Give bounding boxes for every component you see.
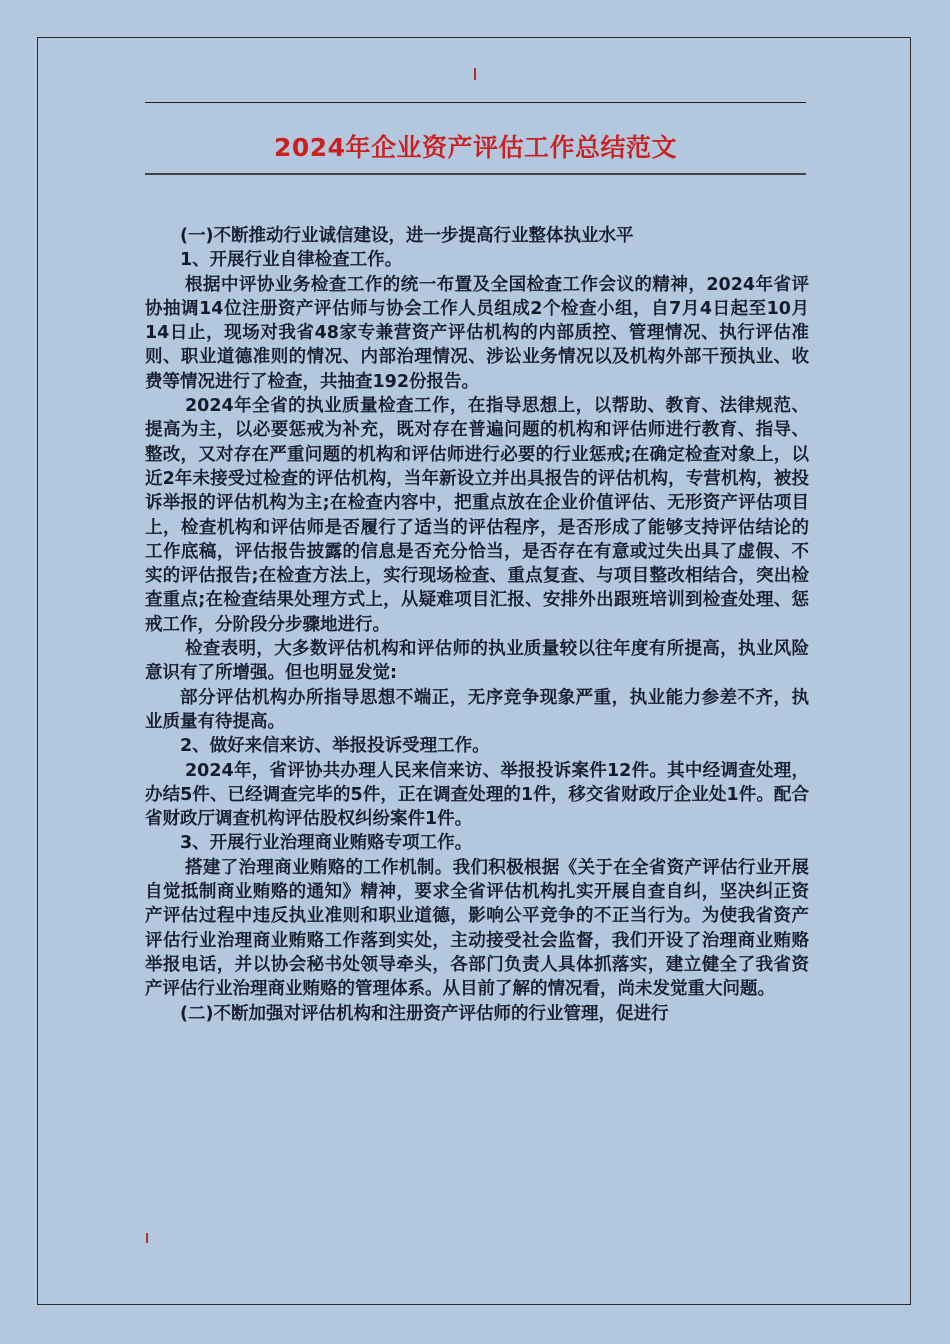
document-body <box>145 224 809 1026</box>
paragraph: 2024年全省的执业质量检查工作，在指导思想上，以帮助、教育、法律规范、提高为主，以必要惩戒为补充，既对存在普遍问题的机构和评估师进行教育、指导、整改，又对存在严重问题的机构和评估师进行必要的行业惩戒;在确定检查对象上，以近2年未接受过检查的评估机构，当年新设立并出具报告的评估机构，专营机构，被投诉举报的评估机构为主;在检查内容中，把重点放在企业价值评估、无形资产评估项目上，检查机构和评估师是否履行了适当的评估程序，是否形成了能够支持评估结论的工作底稿，评估报告披露的信息是否充分恰当，是否存在有意或过失出具了虚假、不实的评估报告;在检查方法上，实行现场检查、重点复查、与项目整改相结合，突出检查重点;在检查结果处理方式上，从疑难项目汇报、安排外出跟班培训到检查处理、惩戒工作，分阶段分步骤地进行。 <box>145 396 809 635</box>
paragraph: 检查表明，大多数评估机构和评估师的执业质量较以往年度有所提高，执业风险意识有了所增强。但也明显发觉: <box>145 639 809 684</box>
paragraph: 搭建了治理商业贿赂的工作机制。我们积极根据《关于在全省资产评估行业开展自觉抵制商业贿赂的通知》精神，要求全省评估机构扎实开展自查自纠，坚决纠正资产评估过程中违反执业准则和职业道德，影响公平竞争的不正当行为。为使我省资产评估行业治理商业贿赂工作落到实处，主动接受社会监督，我们开设了治理商业贿赂举报电话，并以协会秘书处领导牵头，各部门负责人具体抓落实，建立健全了我省资产评估行业治理商业贿赂的管理体系。从目前了解的情况看，尚未发觉重大问题。 <box>145 857 809 1000</box>
header-rule <box>145 102 806 103</box>
section-heading-1: (一)不断推动行业诚信建设，进一步提高行业整体执业水平 <box>180 226 634 246</box>
footer-mark <box>146 1233 148 1243</box>
subheading-3: 3、开展行业治理商业贿赂专项工作。 <box>180 833 473 854</box>
subheading-1: 1、开展行业自律检查工作。 <box>180 250 403 271</box>
paragraph: 2024年，省评协共办理人民来信来访、举报投诉案件12件。其中经调查处理，办结5件、已经调查完毕的5件，正在调查处理的1件，移交省财政厅企业处1件。配合省财政厅调查机构评估股权纠纷案件1件。 <box>145 760 809 830</box>
document-title: 2024年企业资产评估工作总结范文 <box>273 133 678 162</box>
header-mark <box>474 68 476 80</box>
paragraph: 部分评估机构办所指导思想不端正，无序竞争现象严重，执业能力参差不齐，执业质量有待提高。 <box>145 687 809 732</box>
section-heading-2: (二)不断加强对评估机构和注册资产评估师的行业管理，促进行 <box>180 1003 669 1024</box>
paragraph: 根据中评协业务检查工作的统一布置及全国检查工作会议的精神，2024年省评协抽调14位注册资产评估师与协会工作人员组成2个检查小组，自7月4日起至10月14日止，现场对我省48家专兼营资产评估机构的内部质控、管理情况、执行评估准则、职业道德准则的情况、内部治理情况、涉讼业务情况以及机构外部干预执业、收费等情况进行了检查，共抽查192份报告。 <box>145 274 809 392</box>
title-rule <box>145 173 806 175</box>
subheading-2: 2、做好来信来访、举报投诉受理工作。 <box>180 736 490 757</box>
